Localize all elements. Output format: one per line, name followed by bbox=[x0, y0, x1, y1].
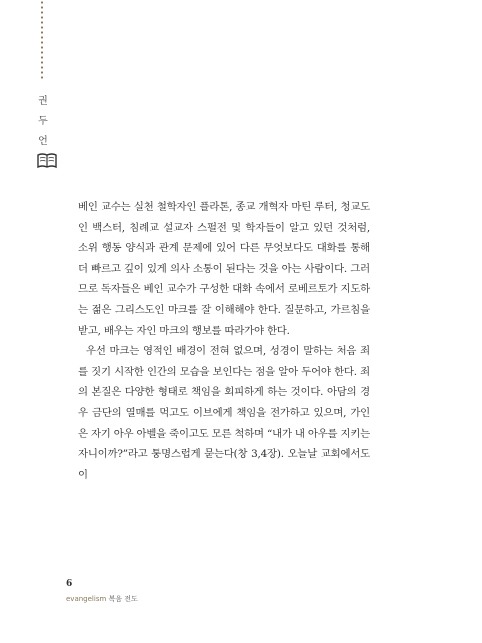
dotted-rule bbox=[41, 0, 43, 80]
running-footer bbox=[66, 594, 138, 604]
section-label-char-3: 언 bbox=[38, 136, 48, 147]
paragraph-2: 우선 마크는 영적인 배경이 전혀 없으며, 성경이 말하는 처음 죄를 짓기 시작한 인간의 모습을 보인다는 점을 알아 두어야 한다. 죄의 본질은 다양한 형태로 책임을 회피하게 하는 것이다. 아담의 경우 금단의 열매를 먹고도 이브에게 책임을 전가하고 있으며, 가인은 자기 아우 아벨을 죽이고도 모른 척하며 “내가 내 아우를 지키는 자니이까?”라고 퉁명스럽게 묻는다(창 3,4장). 오늘날 교회에서도 이 bbox=[78, 345, 370, 481]
section-label bbox=[36, 92, 50, 152]
page-number: 6 bbox=[66, 579, 73, 589]
series-name-en: evangelism bbox=[66, 595, 107, 603]
paragraph-1: 베인 교수는 실천 철학자인 플라톤, 종교 개혁자 마틴 루터, 청교도인 백스터, 침례교 설교자 스펄전 및 학자들이 알고 있던 것처럼, 소위 행동 양식과 관계 문제에 있어 다른 무엇보다도 대화를 통해 더 빠르고 깊이 있게 의사 소통이 된다는 것을 아는 사람이다. 그러므로 독자들은 베인 교수가 구성한 대화 속에서 로베르토가 지도하는 젊은 그리스도인 마크를 잘 이해해야 한다. 질문하고, 가르침을 받고, 배우는 자인 마크의 행보를 따라가야 한다. bbox=[78, 201, 370, 337]
section-label-char-2: 두 bbox=[38, 116, 48, 127]
series-name-ko: 복음 전도 bbox=[108, 595, 138, 603]
open-book-icon bbox=[37, 153, 57, 169]
section-label-char-1: 권 bbox=[38, 96, 48, 107]
body-text bbox=[78, 197, 370, 485]
